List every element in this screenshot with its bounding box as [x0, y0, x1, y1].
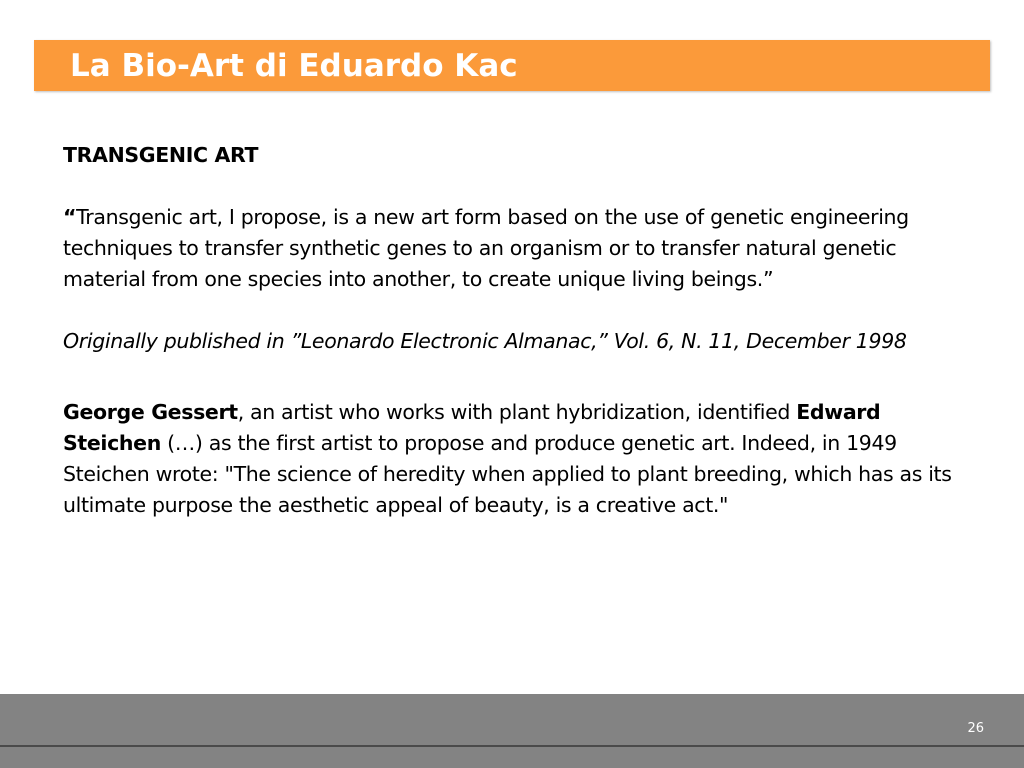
- quote-text: Transgenic art, I propose, is a new art form based on the use of genetic engineering techniques to transfer synthetic genes to an organism or to transfer natural genetic material from one species into another, to create unique living beings.”: [63, 205, 909, 291]
- quote-paragraph: [63, 202, 968, 295]
- artist-name-steichen: Edward Steichen: [63, 400, 881, 455]
- paragraph-text-2: (…) as the first artist to propose and produce genetic art. Indeed, in 1949 Steichen wrote: "The science of heredity when applied to plant breeding, which has as its ultimate purpose the aesthetic appeal of beauty, is a creative act.": [63, 431, 952, 517]
- artist-name-gessert: George Gessert: [63, 400, 238, 424]
- section-heading: TRANSGENIC ART: [63, 143, 259, 167]
- footer-divider: [0, 745, 1024, 747]
- quote-open-mark: “: [63, 205, 77, 229]
- slide-content: [63, 140, 968, 521]
- paragraph-text-1: , an artist who works with plant hybridization, identified: [237, 400, 797, 424]
- slide-title: La Bio-Art di Eduardo Kac: [70, 48, 518, 84]
- citation: Originally published in ”Leonardo Electronic Almanac,” Vol. 6, N. 11, December 1998: [63, 329, 907, 353]
- page-number: 26: [967, 721, 984, 736]
- footer-bar: [0, 694, 1024, 768]
- body-paragraph: [63, 397, 968, 521]
- title-bar: [34, 40, 990, 91]
